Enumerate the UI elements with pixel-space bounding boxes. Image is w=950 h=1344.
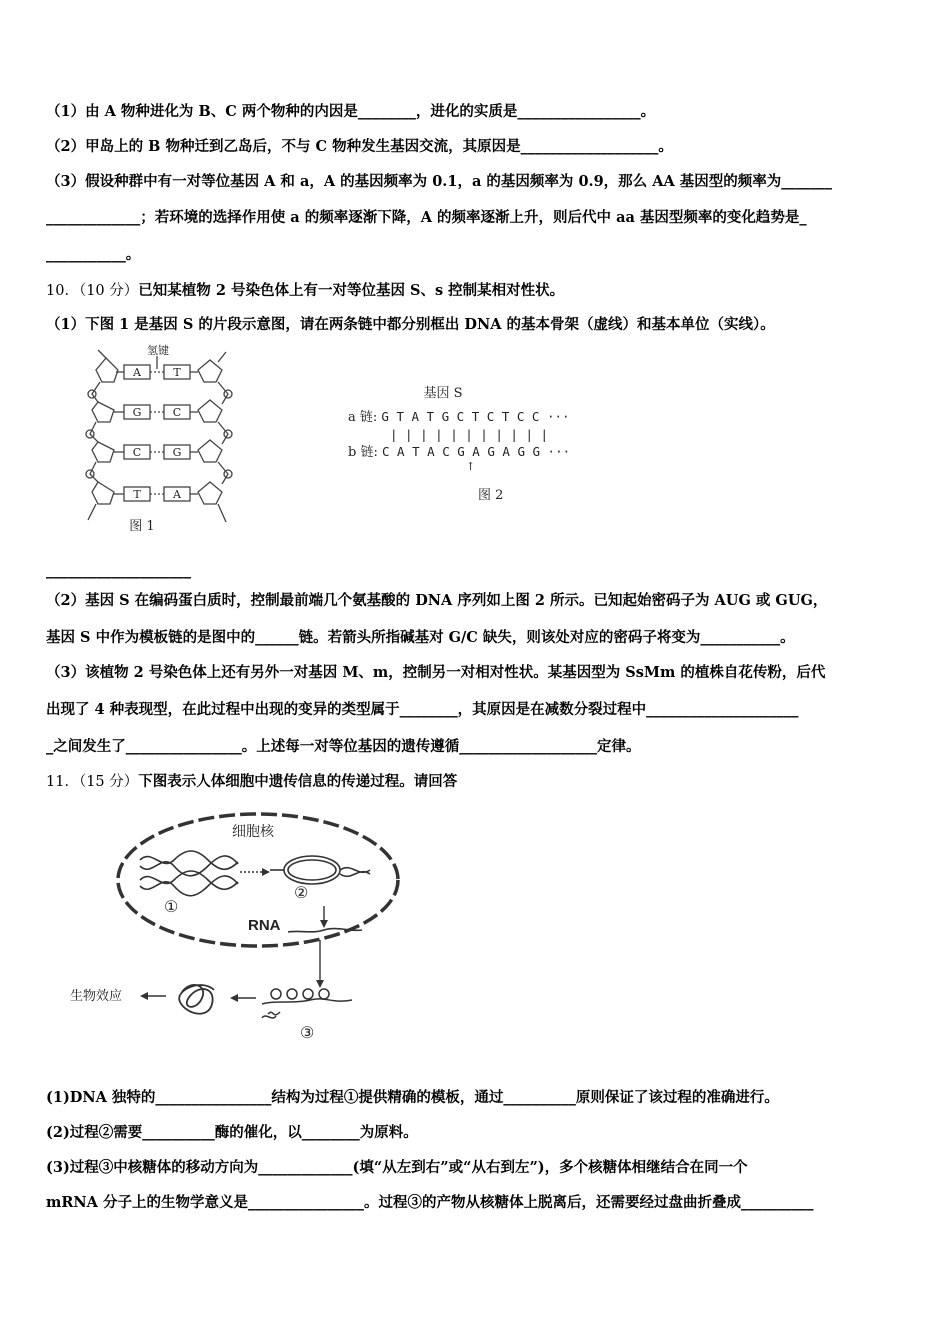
nucleus-label: 细胞核 bbox=[232, 823, 274, 839]
base-t2: T bbox=[133, 488, 141, 501]
q11-part3-line1: (3)过程③中核糖体的移动方向为_____________(填“从左到右”或“从右到左”)，多个核糖体相继结合在同一个 bbox=[46, 1159, 748, 1176]
q10-part2-line1: （2）基因 S 在编码蛋白质时，控制最前端几个氨基酸的 DNA 序列如上图 2 所示。已知起始密码子为 AUG 或 GUG， bbox=[46, 592, 828, 609]
q10-part3-line1: （3）该植物 2 号染色体上还有另外一对基因 M、m，控制另一对相对性状。某基因型为 SsMm 的植株自花传粉，后代 bbox=[46, 664, 826, 681]
q11-stem: 下图表示人体细胞中遗传信息的传递过程。请回答 bbox=[138, 773, 458, 790]
q9-part1: （1）由 A 物种进化为 B、C 两个物种的内因是________，进化的实质是_________________。 bbox=[46, 103, 656, 120]
rna-label: RNA bbox=[248, 917, 281, 934]
process1-label: ① bbox=[164, 899, 179, 916]
q11-header bbox=[46, 772, 457, 792]
q10-part1: （1）下图 1 是基因 S 的片段示意图，请在两条链中都分别框出 DNA 的基本骨架（虚线）和基本单位（实线）。 bbox=[46, 316, 775, 333]
q11-part3-line2: mRNA 分子上的生物学意义是________________。过程③的产物从核糖体上脱离后，还需要经过盘曲折叠成__________ bbox=[46, 1194, 814, 1211]
process2-label: ② bbox=[294, 885, 309, 902]
fig2-title: 基因 S bbox=[423, 386, 463, 401]
q9-part3-line3: ___________。 bbox=[46, 246, 141, 263]
b-chain-label: b 链: bbox=[348, 445, 378, 460]
q10-score: （10 分） bbox=[78, 283, 139, 299]
mutation-arrow-icon: ↑ bbox=[466, 460, 476, 473]
base-t1: T bbox=[173, 366, 181, 379]
cell-expression-figure bbox=[62, 808, 412, 1048]
b-chain-sequence: C A T A C G A G A G G ··· bbox=[381, 444, 571, 459]
effect-label: 生物效应 bbox=[70, 988, 123, 1003]
base-c1: C bbox=[172, 406, 182, 419]
gene-s-figure bbox=[348, 385, 588, 504]
q9-part3-line2: _____________；若环境的选择作用使 a 的频率逐渐下降，A 的频率逐渐上升，则后代中 aa 基因型频率的变化趋势是_ bbox=[46, 209, 807, 226]
q10-part2-line2: 基因 S 中作为模板链的是图中的______链。若箭头所指碱基对 G/C 缺失，则该处对应的密码子将变为___________。 bbox=[46, 629, 795, 646]
a-chain-sequence: G T A T G C T C T C C ··· bbox=[381, 409, 570, 424]
q9-part2: （2）甲岛上的 B 物种迁到乙岛后，不与 C 物种发生基因交流，其原因是___________________。 bbox=[46, 138, 673, 155]
q10-header bbox=[46, 281, 564, 301]
q11-number: 11． bbox=[46, 774, 79, 790]
q11-score: （15 分） bbox=[78, 774, 139, 790]
base-g2: G bbox=[172, 446, 182, 459]
dna-fragment-figure bbox=[78, 342, 248, 538]
fig1-caption: 图 1 bbox=[129, 519, 155, 534]
q11-part2: (2)过程②需要__________酶的催化，以________为原料。 bbox=[46, 1124, 418, 1141]
q10-stem: 已知某植物 2 号染色体上有一对等位基因 S、s 控制某相对性状。 bbox=[138, 282, 565, 299]
a-chain-label: a 链: bbox=[348, 410, 378, 425]
q9-part3-line1: （3）假设种群中有一对等位基因 A 和 a，A 的基因频率为 0.1，a 的基因频率为 0.9，那么 AA 基因型的频率为_______ bbox=[46, 173, 833, 190]
fig2-caption: 图 2 bbox=[478, 488, 504, 503]
q11-part1: (1)DNA 独特的________________结构为过程①提供精确的模板，通过__________原则保证了该过程的准确进行。 bbox=[46, 1089, 779, 1106]
q10-part3-line2: 出现了 4 种表现型，在此过程中出现的变异的类型属于________，其原因是在减数分裂过程中_____________________ bbox=[46, 701, 799, 718]
base-a1: A bbox=[133, 366, 141, 379]
base-pair-bars: | | | | | | | | | | | bbox=[390, 427, 549, 442]
q10-number: 10． bbox=[46, 283, 79, 299]
hbond-label: 氢键 bbox=[147, 344, 169, 357]
base-g1: G bbox=[132, 406, 142, 419]
base-c2: C bbox=[132, 446, 142, 459]
q10-part3-line3: _之间发生了________________。上述每一对等位基因的遗传遵循___________________定律。 bbox=[46, 738, 641, 755]
q10-part1-answer-blank: ____________________ bbox=[46, 562, 191, 579]
process3-label: ③ bbox=[300, 1025, 315, 1042]
base-a2: A bbox=[173, 488, 181, 501]
